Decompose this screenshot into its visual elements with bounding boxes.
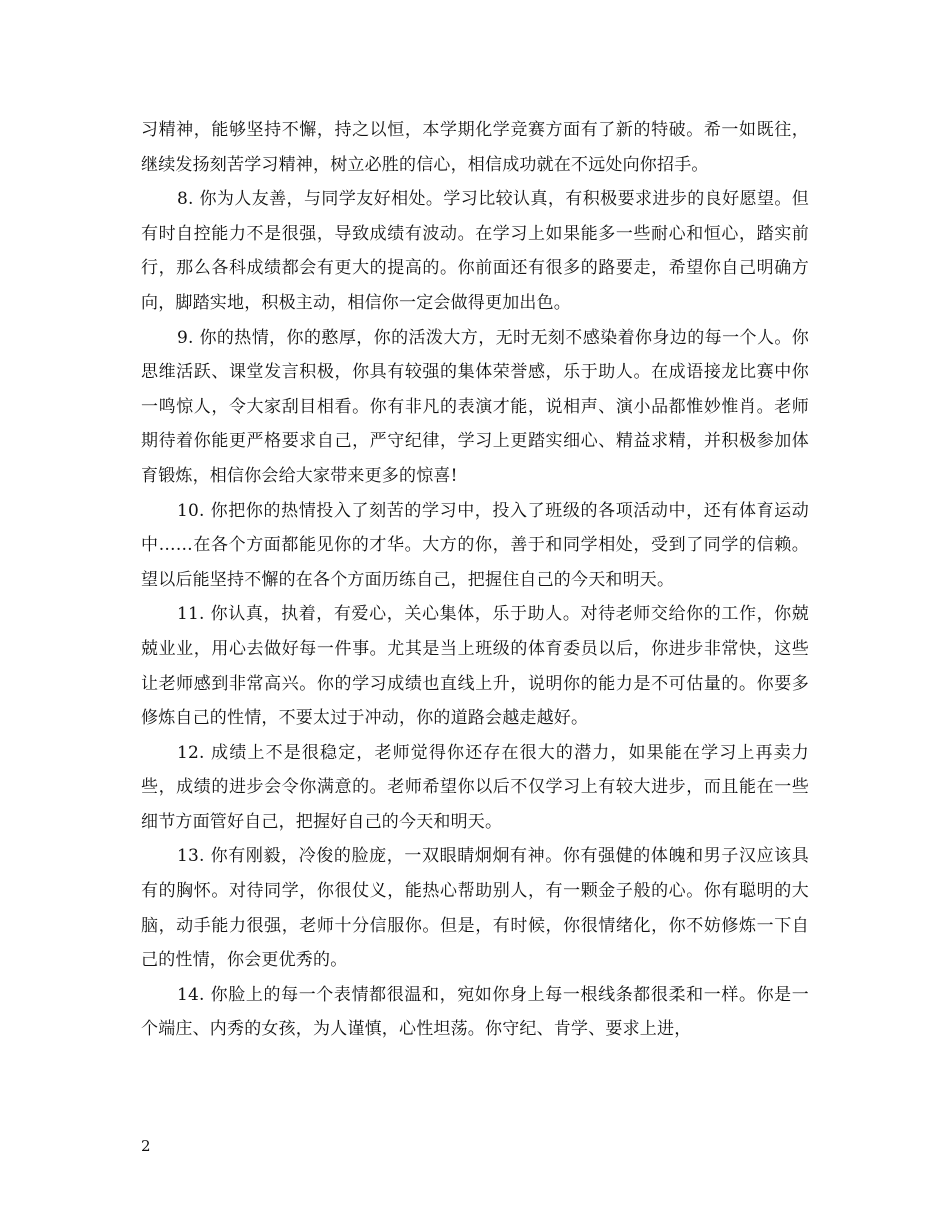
paragraph-comment-11: 11. 你认真，执着，有爱心，关心集体，乐于助人。对待老师交给你的工作，你兢兢业业，用心去做好每一件事。尤其是当上班级的体育委员以后，你进步非常快，这些让老师感到非常高兴。你的学习成绩也直线上升，说明你的能力是不可估量的。你要多修炼自己的性情，不要太过于冲动，你的道路会越走越好。 — [141, 604, 809, 729]
paragraph-comment-10: 10. 你把你的热情投入了刻苦的学习中，投入了班级的各项活动中，还有体育运动中……在各个方面都能见你的才华。大方的你，善于和同学相处，受到了同学的信赖。望以后能坚持不懈的在各个方面历练自己，把握住自己的今天和明天。 — [141, 500, 809, 590]
document-body — [141, 113, 809, 1047]
paragraph-continued: 习精神，能够坚持不懈，持之以恒，本学期化学竞赛方面有了新的特破。希一如既往，继续发扬刻苦学习精神，树立必胜的信心，相信成功就在不远处向你招手。 — [141, 120, 809, 175]
paragraph-comment-13: 13. 你有刚毅，冷俊的脸庞，一双眼睛炯炯有神。你有强健的体魄和男子汉应该具有的胸怀。对待同学，你很仗义，能热心帮助别人，有一颗金子般的心。你有聪明的大脑，动手能力很强，老师十分信服你。但是，有时候，你很情绪化，你不妨修炼一下自己的性情，你会更优秀的。 — [141, 846, 809, 971]
page-number: 2 — [141, 1137, 151, 1155]
paragraph-comment-8: 8. 你为人友善，与同学友好相处。学习比较认真，有积极要求进步的良好愿望。但有时自控能力不是很强，导致成绩有波动。在学习上如果能多一些耐心和恒心，踏实前行，那么各科成绩都会有更大的提高的。你前面还有很多的路要走，希望你自己明确方向，脚踏实地，积极主动，相信你一定会做得更加出色。 — [141, 189, 809, 313]
paragraph-comment-12: 12. 成绩上不是很稳定，老师觉得你还存在很大的潜力，如果能在学习上再卖力些，成绩的进步会令你满意的。老师希望你以后不仅学习上有较大进步，而且能在一些细节方面管好自己，把握好自己的今天和明天。 — [141, 742, 809, 832]
paragraph-comment-14: 14. 你脸上的每一个表情都很温和，宛如你身上每一根线条都很柔和一样。你是一个端庄、内秀的女孩，为人谨慎，心性坦荡。你守纪、肯学、要求上进， — [141, 984, 809, 1040]
paragraph-comment-9: 9. 你的热情，你的憨厚，你的活泼大方，无时无刻不感染着你身边的每一个人。你思维活跃、课堂发言积极，你具有较强的集体荣誉感，乐于助人。在成语接龙比赛中你一鸣惊人，令大家刮目相看。你有非凡的表演才能，说相声、演小品都惟妙惟肖。老师期待着你能更严格要求自己，严守纪律，学习上更踏实细心、精益求精，并积极参加体育锻炼，相信你会给大家带来更多的惊喜! — [141, 327, 809, 486]
